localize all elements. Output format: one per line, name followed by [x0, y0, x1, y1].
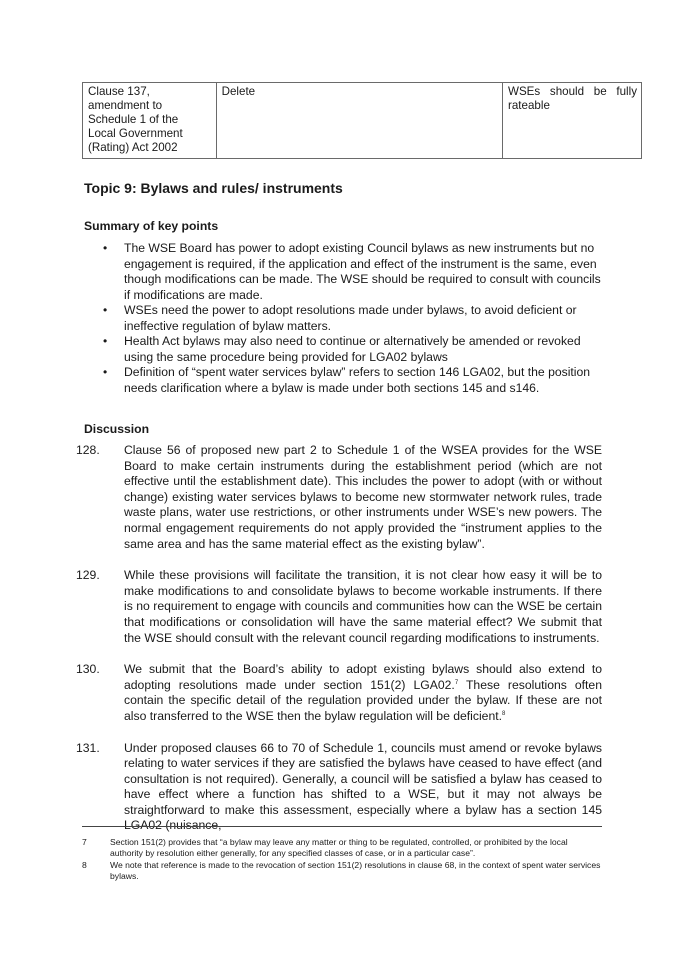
paragraph-text: While these provisions will facilitate the transition, it is not clear how easy it will be to make modifications to and consolidate bylaws to become workable instruments. If there is no requirement to engage with councils and communities how can the WSE be certain that modifications or consolidation will have the same material effect? We submit that the WSE should consult with the relevant council regarding modifications to instruments.: [124, 568, 602, 645]
paragraph-text: We submit that the Board’s ability to adopt existing bylaws should also extend to adopting resolutions made under section 151(2) LGA02.: [124, 662, 602, 692]
footnotes: [82, 837, 602, 883]
table-row: [83, 83, 642, 159]
bullet-text: Definition of “spent water services bylaw” refers to section 146 LGA02, but the position needs clarification where a bylaw is made under both sections 145 and s146.: [124, 365, 591, 395]
topic-heading: Topic 9: Bylaws and rules/ instruments: [84, 180, 343, 196]
key-points-list: [100, 241, 602, 396]
paragraph-number: 131.: [76, 740, 100, 755]
clause-line: (Rating) Act 2002: [88, 141, 178, 154]
paragraph-number: 129.: [76, 568, 100, 583]
clause-table: [82, 82, 642, 159]
clause-line: Clause 137,: [88, 85, 150, 98]
bullet-icon: •: [103, 241, 108, 255]
paragraph-number: 128.: [76, 443, 100, 457]
bullet-icon: •: [103, 303, 108, 317]
list-item: [100, 241, 602, 303]
footnote-text: Section 151(2) provides that “a bylaw may leave any matter or thing to be regulated, controlled, or prohibited by the local authority by resolution either generally, for any specified classes of case, or in a particular case”.: [110, 837, 568, 858]
clause-cell: [83, 83, 217, 159]
footnote-ref[interactable]: 8: [502, 710, 506, 717]
footnote-number: 7: [82, 837, 87, 847]
list-item: [100, 334, 602, 365]
paragraph-text: These resolutions often contain the specific detail of the regulation provided under the bylaw. If these are not also transferred to the WSE then the bylaw regulation will be deficient.: [124, 677, 602, 723]
clause-line: Local Government: [88, 127, 183, 140]
action-cell: Delete: [216, 83, 502, 159]
paragraph-text: Under proposed clauses 66 to 70 of Schedule 1, councils must amend or revoke bylaws relating to water services if they are satisfied the bylaws have ceased to have effect (and consultation is not required). Generally, a council will be satisfied a bylaw has ceased to have effect where a function has shifted to a WSE, but it may not always be straightforward to make this assessment, especially where a bylaw has a section 145 LGA02 (nuisance,: [124, 740, 602, 833]
comment-line: WSEs should be fully: [508, 85, 637, 98]
comment-cell: [503, 83, 642, 159]
footnote-divider: [82, 826, 602, 827]
discussion-heading: Discussion: [84, 422, 150, 436]
comment-line: rateable: [508, 99, 550, 112]
footnote: [82, 837, 602, 859]
numbered-paragraph: [76, 740, 602, 835]
paragraph-number: 130.: [76, 662, 100, 677]
footnote-number: 8: [82, 860, 87, 870]
footnote: [82, 860, 602, 882]
clause-line: Schedule 1 of the: [88, 113, 179, 126]
paragraph-text: Clause 56 of proposed new part 2 to Schedule 1 of the WSEA provides for the WSE Board to make certain instruments during the establishment period (which are not effective until the establishment date). This includes the power to adopt (with or without change) existing water services bylaws to become new stormwater network rules, trade waste plans, water use restrictions, or other instruments under WSE’s new powers. The normal engagement requirements do not apply provided the “instrument applies to the same area and has the same material effect as the existing bylaw”.: [124, 443, 602, 551]
discussion-body: [76, 443, 602, 850]
summary-heading: Summary of key points: [84, 219, 219, 233]
bullet-text: WSEs need the power to adopt resolutions made under bylaws, to avoid deficient or ineffective regulation of bylaw matters.: [124, 303, 577, 333]
numbered-paragraph: [76, 662, 602, 724]
bullet-icon: •: [103, 365, 108, 379]
footnote-text: We note that reference is made to the revocation of section 151(2) resolutions in clause 68, in the context of spent water services bylaws.: [110, 860, 601, 881]
bullet-text: The WSE Board has power to adopt existing Council bylaws as new instruments but no engagement is required, if the application and effect of the instrument is the same, even though modifications can be made. The WSE should be required to consult with councils if modifications are made.: [124, 241, 601, 302]
clause-line: amendment to: [88, 99, 163, 112]
list-item: [100, 365, 602, 396]
list-item: [100, 303, 602, 334]
numbered-paragraph: [76, 443, 602, 552]
bullet-icon: •: [103, 334, 108, 348]
footnote-ref[interactable]: 7: [454, 679, 459, 686]
bullet-text: Health Act bylaws may also need to continue or alternatively be amended or revoked using the same procedure being provided for LGA02 bylaws: [124, 334, 581, 364]
numbered-paragraph: [76, 568, 602, 646]
